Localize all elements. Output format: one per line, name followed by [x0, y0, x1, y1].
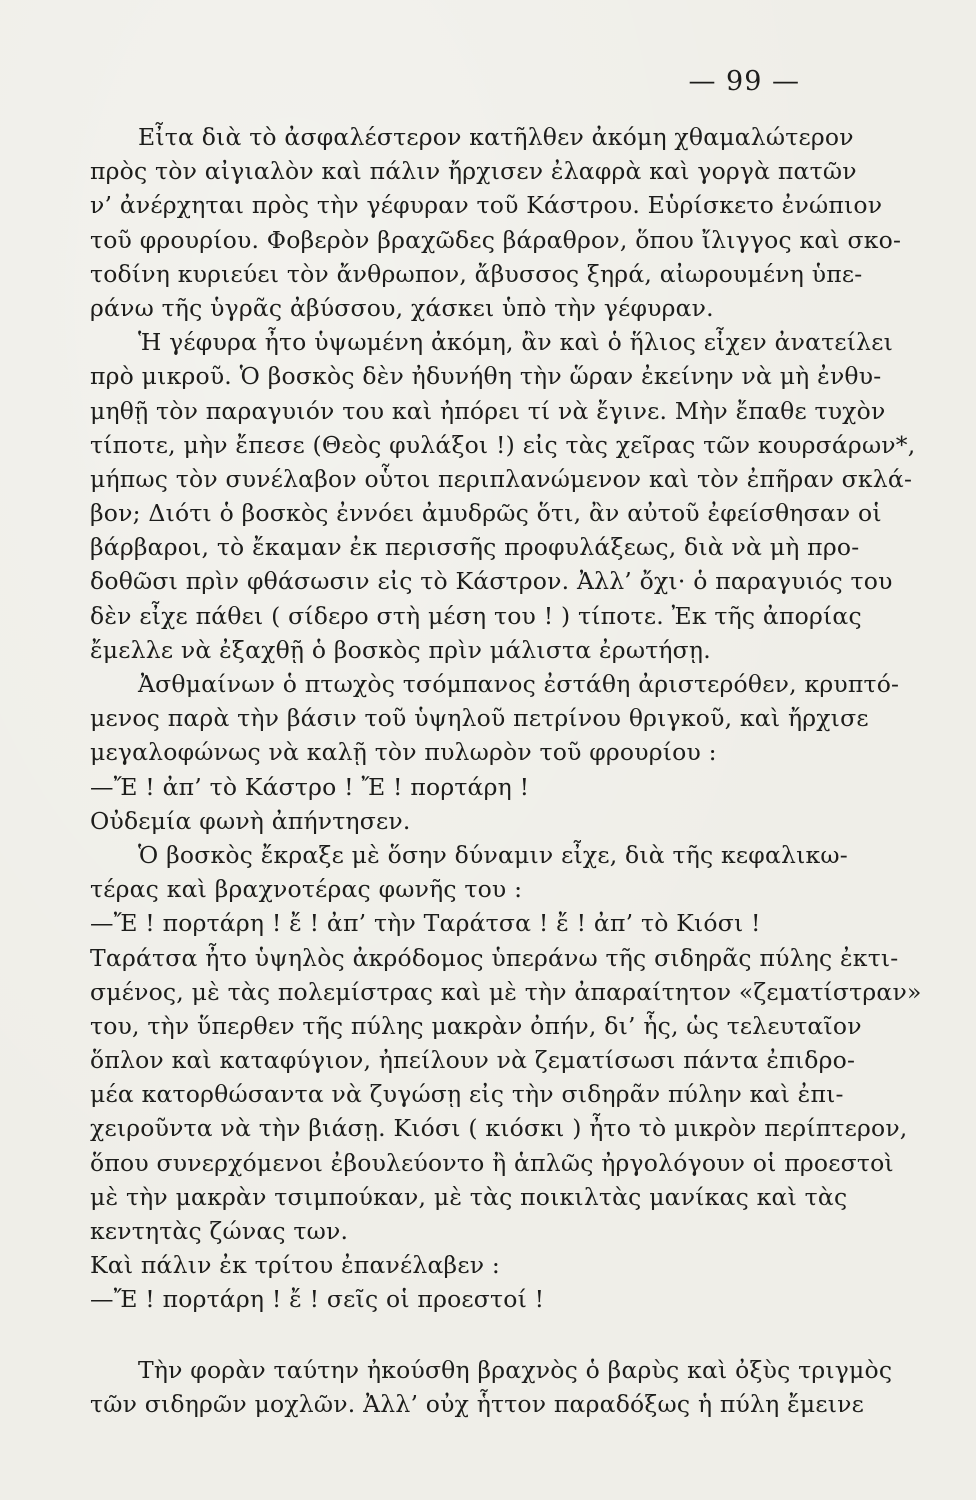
text-line: ὅπλον καὶ καταφύγιον, ἠπείλουν νὰ ζεματίσωσι πάντα ἐπιδρο- [90, 1046, 856, 1075]
text-line: πρὸ μικροῦ. Ὁ βοσκὸς δὲν ἠδυνήθη τὴν ὥραν ἐκείνην νὰ μὴ ἐνθυ- [90, 362, 882, 391]
text-line: χειροῦντα νὰ τὴν βιάσῃ. Κιόσι ( κιόσκι ) ἦτο τὸ μικρὸν περίπτερον, [90, 1114, 908, 1143]
text-line: μέα κατορθώσαντα νὰ ζυγώσῃ εἰς τὴν σιδηρᾶν πύλην καὶ ἐπι- [90, 1080, 844, 1109]
text-line: —Ἔ ! ἀπ’ τὸ Κάστρο ! Ἔ ! πορτάρη ! [90, 772, 530, 801]
text-line: Ἀσθμαίνων ὁ πτωχὸς τσόμπανος ἐστάθη ἀριστερόθεν, κρυπτό- [138, 670, 900, 698]
text-line: ἔμελλε νὰ ἐξαχθῇ ὁ βοσκὸς πρὶν μάλιστα ἐρωτήσῃ. [90, 635, 711, 664]
text-line: —Ἔ ! πορτάρη ! ἔ ! ἀπ’ τὴν Ταράτσα ! ἔ ! ἀπ’ τὸ Κιόσι ! [90, 909, 761, 938]
text-line: τῶν σιδηρῶν μοχλῶν. Ἀλλ’ οὐχ ἧττον παραδόξως ἡ πύλη ἔμεινε [90, 1389, 864, 1418]
text-line: Τὴν φορὰν ταύτην ἠκούσθη βραχνὸς ὁ βαρὺς καὶ ὀξὺς τριγμὸς [138, 1355, 893, 1384]
text-line: Καὶ πάλιν ἐκ τρίτου ἐπανέλαβεν : [90, 1251, 500, 1280]
text-line: μήπως τὸν συνέλαβον οὗτοι περιπλανώμενον καὶ τὸν ἐπῆραν σκλά- [90, 464, 913, 493]
text-line: τίποτε, μὴν ἔπεσε (Θεὸς φυλάξοι !) εἰς τὰς χεῖρας τῶν κουρσάρων*, [90, 430, 916, 459]
text-line: Εἶτα διὰ τὸ ἀσφαλέστερον κατῆλθεν ἀκόμη χθαμαλώτερον [138, 123, 854, 151]
text-line: ν’ ἀνέρχηται πρὸς τὴν γέφυραν τοῦ Κάστρου. Εὑρίσκετο ἐνώπιον [90, 191, 883, 220]
text-line: σμένος, μὲ τὰς πολεμίστρας καὶ μὲ τὴν ἀπαραίτητον «ζεματίστραν» [90, 977, 922, 1006]
text-line: μεγαλοφώνως νὰ καλῇ τὸν πυλωρὸν τοῦ φρουρίου : [90, 738, 717, 767]
body-text [90, 120, 922, 1421]
text-line: —Ἔ ! πορτάρη ! ἔ ! σεῖς οἱ προεστοί ! [90, 1285, 545, 1314]
text-line: Ὁ βοσκὸς ἔκραξε μὲ ὅσην δύναμιν εἶχε, διὰ τῆς κεφαλικω- [138, 840, 848, 869]
text-line: ὅπου συνερχόμενοι ἐβουλεύοντο ἢ ἁπλῶς ἠργολόγουν οἱ προεστοὶ [90, 1148, 894, 1177]
text-line: Οὐδεμία φωνὴ ἀπήντησεν. [90, 806, 411, 835]
text-line: πρὸς τὸν αἰγιαλὸν καὶ πάλιν ἤρχισεν ἐλαφρὰ καὶ γοργὰ πατῶν [90, 157, 857, 186]
text-line: του, τὴν ὕπερθεν τῆς πύλης μακρὰν ὀπήν, δι’ ἧς, ὡς τελευταῖον [90, 1011, 862, 1040]
text-line: μηθῇ τὸν παραγυιόν του καὶ ἠπόρει τί νὰ ἔγινε. Μὴν ἔπαθε τυχὸν [90, 396, 886, 425]
page-number: — 99 — [688, 66, 800, 97]
text-line: Ταράτσα ἦτο ὑψηλὸς ἀκρόδομος ὑπεράνω τῆς σιδηρᾶς πύλης ἐκτι- [90, 943, 899, 972]
text-line: Ἡ γέφυρα ἦτο ὑψωμένη ἀκόμη, ἂν καὶ ὁ ἥλιος εἶχεν ἀνατείλει [138, 328, 894, 357]
text-line: ράνω τῆς ὑγρᾶς ἀβύσσου, χάσκει ὑπὸ τὴν γέφυραν. [90, 293, 714, 322]
text-line: μὲ τὴν μακρὰν τσιμπούκαν, μὲ τὰς ποικιλτὰς μανίκας καὶ τὰς [90, 1182, 848, 1211]
text-line: δοθῶσι πρὶν φθάσωσιν εἰς τὸ Κάστρον. Ἀλλ’ ὄχι· ὁ παραγυιός του [90, 567, 893, 596]
text-line: κεντητὰς ζώνας των. [90, 1217, 349, 1245]
text-line: βον; Διότι ὁ βοσκὸς ἐννόει ἀμυδρῶς ὅτι, ἂν αὐτοῦ ἐφείσθησαν οἱ [90, 499, 882, 528]
text-line: τοδίνη κυριεύει τὸν ἄνθρωπον, ἄβυσσος ξηρά, αἰωρουμένη ὑπε- [90, 259, 863, 288]
text-line: τοῦ φρουρίου. Φοβερὸν βραχῶδες βάραθρον, ὅπου ἴλιγγος καὶ σκο- [90, 225, 902, 254]
text-line: μενος παρὰ τὴν βάσιν τοῦ ὑψηλοῦ πετρίνου θριγκοῦ, καὶ ἤρχισε [90, 704, 869, 733]
text-line: βάρβαροι, τὸ ἔκαμαν ἐκ περισσῆς προφυλάξεως, διὰ νὰ μὴ προ- [90, 533, 860, 562]
text-line: δὲν εἶχε πάθει ( σίδερο στὴ μέση του ! ) τίποτε. Ἐκ τῆς ἀπορίας [90, 601, 862, 630]
text-line: τέρας καὶ βραχνοτέρας φωνῆς του : [90, 875, 523, 904]
